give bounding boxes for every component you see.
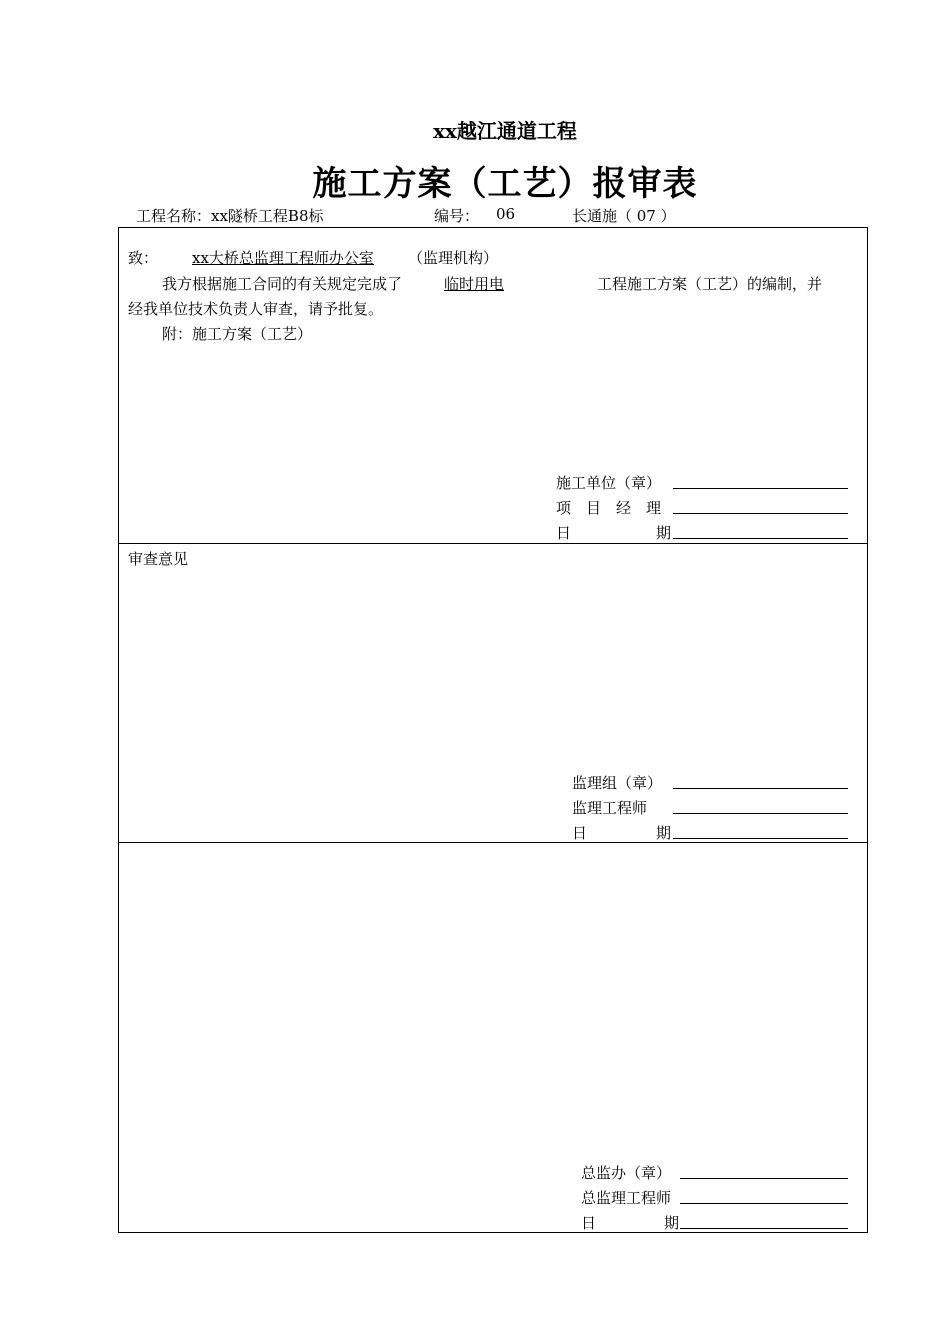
project-title: xx越江通道工程 [433, 119, 577, 143]
sig-date-1b: 期 [656, 524, 672, 542]
sig-date-1a: 日 [556, 524, 572, 542]
sig-supervision-group-line [673, 772, 848, 789]
to-value: xx大桥总监理工程师办公室 [192, 249, 374, 267]
sig-supervision-engineer: 监理工程师 [572, 799, 648, 817]
form-table [118, 227, 868, 1233]
sig-project-manager-line [673, 497, 848, 514]
sig-supervision-engineer-line [673, 797, 848, 814]
sig-project-manager: 项 目 经 理 [556, 499, 662, 517]
project-name: 工程名称：xx隧桥工程B8标 [136, 207, 324, 225]
sig-construction-unit-line [673, 472, 848, 489]
review-opinion-heading: 审查意见 [128, 550, 189, 568]
section-divider-1 [118, 543, 868, 544]
form-code: 长通施（ 07 ） [572, 207, 676, 225]
sig-date-3-line [680, 1212, 848, 1229]
sig-date-3a: 日 [581, 1214, 597, 1232]
form-title: 施工方案（工艺）报审表 [312, 164, 698, 204]
number-value: 06 [496, 205, 516, 223]
sig-date-3b: 期 [664, 1214, 680, 1232]
body-line-2: 经我单位技术负责人审查，请予批复。 [128, 300, 384, 318]
sig-chief-office: 总监办（章） [581, 1164, 672, 1182]
body-item: 临时用电 [444, 275, 505, 293]
recipient-line [128, 247, 498, 268]
sig-date-2a: 日 [572, 824, 588, 842]
sig-construction-unit: 施工单位（章） [556, 474, 662, 492]
sig-date-2b: 期 [656, 824, 672, 842]
to-label: 致： [128, 249, 159, 267]
to-suffix: （监理机构） [407, 249, 498, 267]
sig-chief-engineer: 总监理工程师 [581, 1189, 672, 1207]
number-label: 编号： [434, 207, 480, 225]
sig-chief-engineer-line [680, 1187, 848, 1204]
body-prefix: 我方根据施工合同的有关规定完成了 [162, 275, 403, 293]
body-line-1 [162, 273, 554, 294]
sig-date-2-line [673, 822, 848, 839]
body-suffix: 工程施工方案（工艺）的编制，并 [597, 275, 823, 293]
attachment-label: 附：施工方案（工艺） [162, 325, 313, 343]
section-divider-2 [118, 842, 868, 843]
sig-supervision-group: 监理组（章） [572, 774, 663, 792]
sig-date-1-line [673, 522, 848, 539]
sig-chief-office-line [680, 1162, 848, 1179]
